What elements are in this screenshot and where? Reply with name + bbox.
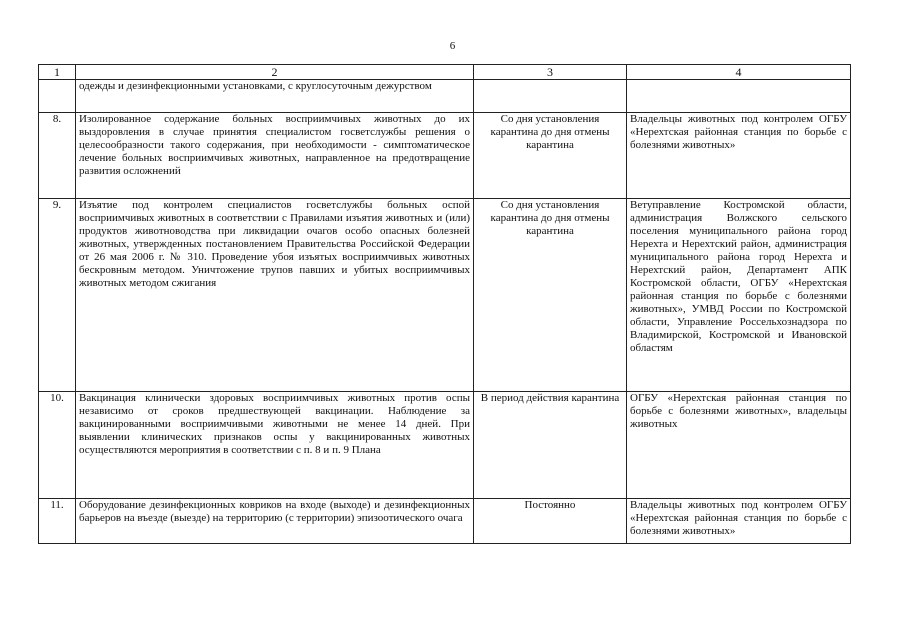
- header-cell-4: 4: [627, 65, 851, 80]
- table-row: [39, 80, 851, 113]
- page-number: 6: [449, 40, 456, 52]
- measure-cell: Оборудование дезинфекционных ковриков на входе (выходе) и дезинфекционных барьеров на въезде (выезде) на территорию (с территории) эпизоотического очага: [76, 499, 474, 544]
- responsible-cell: Владельцы животных под контролем ОГБУ «Нерехтская районная станция по борьбе с болезнями животных»: [627, 499, 851, 544]
- header-cell-1: 1: [39, 65, 76, 80]
- table-row: [39, 499, 851, 544]
- table-row: [39, 392, 851, 499]
- responsible-cell: [627, 80, 851, 113]
- table-header-row: [39, 65, 851, 80]
- row-number: 9.: [39, 199, 76, 392]
- header-cell-3: 3: [474, 65, 627, 80]
- row-number: 10.: [39, 392, 76, 499]
- responsible-cell: ОГБУ «Нерехтская районная станция по борьбе с болезнями животных», владельцы животных: [627, 392, 851, 499]
- row-number: 11.: [39, 499, 76, 544]
- measure-cell: Вакцинация клинически здоровых восприимчивых животных против оспы независимо от сроков предшествующей вакцинации. Наблюдение за вакцинированными восприимчивыми животными не менее 14 дней. При выявлении клинических признаков оспы у вакцинированных животных осуществляются мероприятия в соответствии с п. 8 и п. 9 Плана: [76, 392, 474, 499]
- period-cell: В период действия карантина: [474, 392, 627, 499]
- period-cell: [474, 80, 627, 113]
- measures-table: [38, 64, 851, 544]
- period-cell: Постоянно: [474, 499, 627, 544]
- header-cell-2: 2: [76, 65, 474, 80]
- table-row: [39, 199, 851, 392]
- row-number: 8.: [39, 113, 76, 199]
- measure-cell: одежды и дезинфекционными установками, с круглосуточным дежурством: [76, 80, 474, 113]
- responsible-cell: Владельцы животных под контролем ОГБУ «Нерехтская районная станция по борьбе с болезнями животных»: [627, 113, 851, 199]
- measure-cell: Изъятие под контролем специалистов госветслужбы больных оспой восприимчивых животных в соответствии с Правилами изъятия животных и (или) продуктов животноводства при ликвидации очагов особо опасных болезней животных, утвержденных постановлением Правительства Российской Федерации от 26 мая 2006 г. № 310. Проведение убоя изъятых восприимчивых животных бескровным методом. Уничтожение трупов павших и убитых восприимчивых животных методом сжигания: [76, 199, 474, 392]
- responsible-cell: Ветуправление Костромской области, администрация Волжского сельского поселения муниципального района город Нерехта и Нерехтский район, администрация муниципального района город Нерехта и Нерехтский район, Департамент АПК Костромской области, ОГБУ «Нерехтская районная станция по борьбе с болезнями животных», УМВД России по Костромской области, Управление Россельхознадзора по Владимирской, Костромской и Ивановской областям: [627, 199, 851, 392]
- measure-cell: Изолированное содержание больных восприимчивых животных до их выздоровления в случае принятия специалистом госветслужбы решения о целесообразности такого содержания, при необходимости - симптоматическое лечение больных восприимчивых животных, направленное на предотвращение развития осложнений: [76, 113, 474, 199]
- period-cell: Со дня установления карантина до дня отмены карантина: [474, 113, 627, 199]
- row-number: [39, 80, 76, 113]
- period-cell: Со дня установления карантина до дня отмены карантина: [474, 199, 627, 392]
- table-row: [39, 113, 851, 199]
